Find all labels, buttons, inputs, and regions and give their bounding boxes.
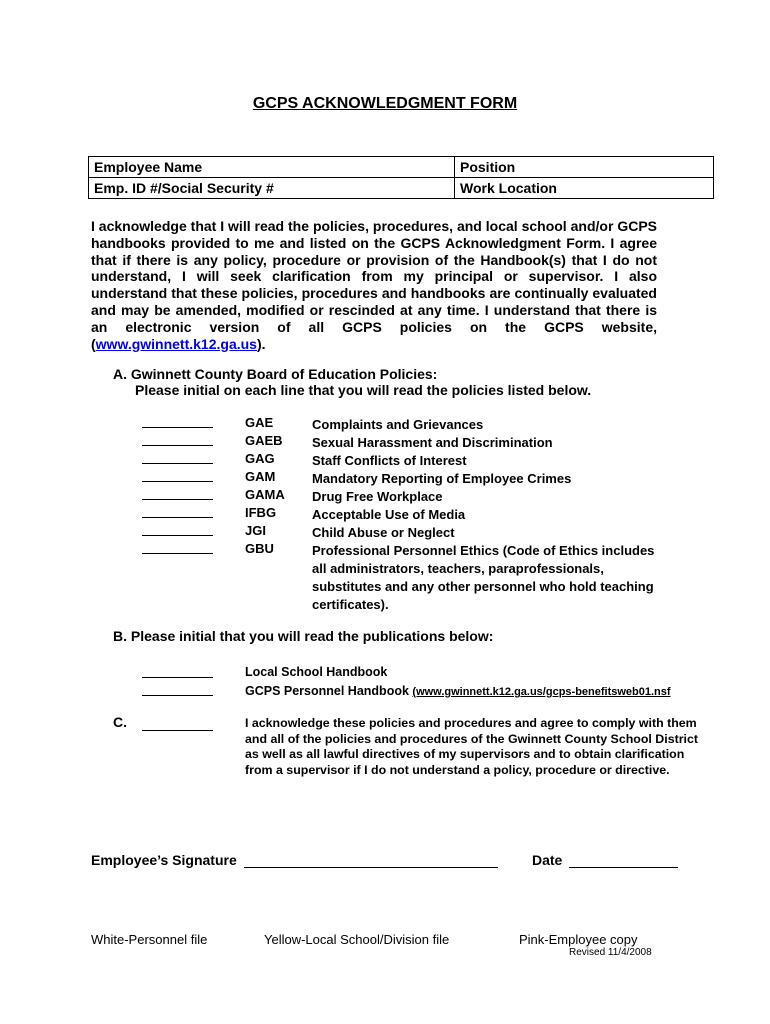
initial-line-gam[interactable] [142,481,213,482]
policy-name: Professional Personnel Ethics (Code of Ethics includes [312,543,655,558]
policy-code: GAE [245,415,274,430]
date-label: Date [532,852,563,868]
paragraph-text: I acknowledge that I will read the policies, procedures, and local school and/or GCPS handbooks provided to me and listed on the GCPS Acknowledgment Form. I agree that if there is any policy, procedure or provision of the Handbook(s) that I do not understand, I will seek clarification from my principal or supervisor. I also understand that these policies, procedures and handbooks are continually evaluated and may be amended, modified or rescinded at any time. I understand that there is an electronic version of all GCPS policies on the GCPS website, ( [91,218,657,352]
initial-line-ifbg[interactable] [142,517,213,518]
revision-date: Revised 11/4/2008 [569,947,652,958]
gcps-website-link[interactable]: www.gwinnett.k12.ga.us [95,335,257,352]
policy-name: Child Abuse or Neglect [312,525,455,540]
policy-name-continuation: all administrators, teachers, paraprofessionals, [312,561,604,576]
work-location-field[interactable]: Work Location [455,178,714,199]
section-c-label: C. [113,714,127,730]
publication-personnel-handbook-label: GCPS Personnel Handbook [245,684,409,698]
initial-line-gaeb[interactable] [142,445,213,446]
policy-code: IFBG [245,505,277,520]
section-c-acknowledgment: I acknowledge these policies and procedures and agree to comply with them and all of the policies and procedures of the Gwinnett County School District as well as all lawful directives of my supervisors and to obtain clarification from a supervisor if I do not understand a policy, procedure or directive. [245,716,698,777]
date-line[interactable] [569,867,678,868]
policy-name: Complaints and Grievances [312,417,484,432]
signature-line[interactable] [244,867,498,868]
acknowledgment-paragraph [91,218,657,352]
policy-name: Mandatory Reporting of Employee Crimes [312,471,572,486]
policy-code: GAEB [245,433,283,448]
employee-name-field[interactable]: Employee Name [89,157,455,178]
initial-line-jgi[interactable] [142,535,213,536]
policy-code: GAMA [245,487,285,502]
initial-line-gbu[interactable] [142,553,213,554]
initial-line-gag[interactable] [142,463,213,464]
section-b-heading: B. Please initial that you will read the publications below: [113,628,494,644]
policy-name: Acceptable Use of Media [312,507,466,522]
policy-name: Sexual Harassment and Discrimination [312,435,553,450]
employee-info-table [88,156,714,199]
publication-personnel-handbook [245,684,671,698]
policy-name-continuation: substitutes and any other personnel who hold teaching [312,579,654,594]
footer-pink-copy: Pink-Employee copy [519,932,638,947]
policy-code: GAM [245,469,276,484]
policy-code: JGI [245,523,266,538]
position-field[interactable]: Position [455,157,714,178]
personnel-handbook-link[interactable]: (www.gwinnett.k12.ga.us/gcps-benefitsweb01.nsf [412,686,671,698]
initial-line-section-c[interactable] [142,730,213,731]
signature-label: Employee’s Signature [91,852,237,868]
initial-line-local-handbook[interactable] [142,677,213,678]
initial-line-personnel-handbook[interactable] [142,695,213,696]
footer-yellow-copy: Yellow-Local School/Division file [264,932,450,947]
policy-name: Drug Free Workplace [312,489,443,504]
emp-id-field[interactable]: Emp. ID #/Social Security # [89,178,455,199]
footer-white-copy: White-Personnel file [91,932,208,947]
paragraph-end: ). [256,335,266,352]
policy-name-continuation: certificates). [312,597,389,612]
policy-name: Staff Conflicts of Interest [312,453,467,468]
policy-code: GBU [245,541,274,556]
section-a-subheading: Please initial on each line that you will read the policies listed below. [135,382,592,398]
policy-code: GAG [245,451,275,466]
section-a-heading: A. Gwinnett County Board of Education Policies: [113,366,438,382]
initial-line-gama[interactable] [142,499,213,500]
form-title: GCPS ACKNOWLEDGMENT FORM [252,95,518,112]
initial-line-gae[interactable] [142,427,213,428]
publication-local-handbook: Local School Handbook [245,665,388,679]
